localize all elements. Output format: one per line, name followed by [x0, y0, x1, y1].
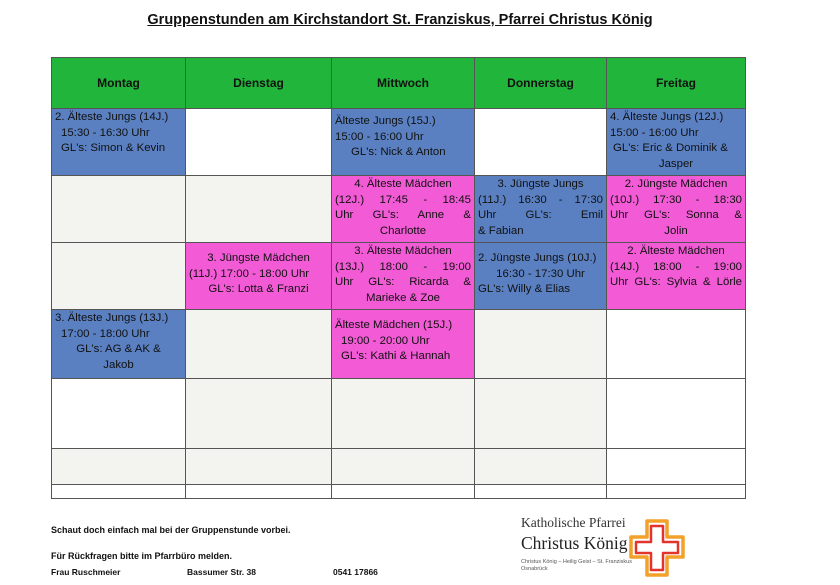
group-cell: 3. Älteste Mädchen (13J.) 18:00 - 19:00 Uhr GL's: Ricarda & Marieke & Zoe: [332, 243, 475, 310]
empty-cell: [607, 310, 746, 379]
table-row: [52, 310, 746, 379]
cross-icon: [627, 517, 687, 579]
logo-line-1: Katholische Pfarrei: [521, 515, 626, 530]
group-cell: 2. Älteste Jungs (14J.) 15:30 - 16:30 Uhr GL's: Simon & Kevin: [52, 109, 186, 176]
empty-cell: [475, 310, 607, 379]
day-header-donnerstag: Donnerstag: [475, 58, 607, 109]
table-row: [52, 485, 746, 499]
parish-logo: [521, 515, 821, 581]
group-cell: 3. Älteste Jungs (13J.) 17:00 - 18:00 Uhr GL's: AG & AK & Jakob: [52, 310, 186, 379]
table-row: [52, 379, 746, 449]
logo-line-3: Christus König – Heilig Geist – St. Franziskus Osnabrück: [521, 559, 632, 572]
empty-cell: [186, 109, 332, 176]
group-cell: 4. Älteste Jungs (12J.) 15:00 - 16:00 Uhr GL's: Eric & Dominik & Jasper: [607, 109, 746, 176]
contact-address: Bassumer Str. 38: [187, 567, 256, 577]
empty-cell: [607, 485, 746, 499]
schedule-table: [51, 57, 746, 499]
footer-contact-note: Für Rückfragen bitte im Pfarrbüro melden.: [51, 551, 233, 561]
empty-cell: [475, 379, 607, 449]
empty-cell: [186, 485, 332, 499]
group-cell: 2. Jüngste Mädchen (10J.) 17:30 - 18:30 Uhr GL's: Sonna & Jolin: [607, 176, 746, 243]
empty-cell: [186, 379, 332, 449]
empty-cell: [186, 310, 332, 379]
empty-cell: [52, 243, 186, 310]
footer-invite: Schaut doch einfach mal bei der Gruppenstunde vorbei.: [51, 525, 291, 535]
empty-cell: [475, 109, 607, 176]
empty-cell: [186, 176, 332, 243]
group-cell: 2. Älteste Mädchen (14J.) 18:00 - 19:00 Uhr GL's: Sylvia & Lörle: [607, 243, 746, 310]
empty-cell: [52, 379, 186, 449]
empty-cell: [332, 449, 475, 485]
empty-cell: [607, 379, 746, 449]
day-header-mittwoch: Mittwoch: [332, 58, 475, 109]
contact-name: Frau Ruschmeier: [51, 567, 121, 577]
group-cell: 4. Älteste Mädchen (12J.) 17:45 - 18:45 Uhr GL's: Anne & Charlotte: [332, 176, 475, 243]
group-cell: Älteste Jungs (15J.) 15:00 - 16:00 Uhr GL's: Nick & Anton: [332, 109, 475, 176]
page-title: Gruppenstunden am Kirchstandort St. Franziskus, Pfarrei Christus König: [147, 12, 653, 28]
empty-cell: [332, 379, 475, 449]
empty-cell: [52, 485, 186, 499]
empty-cell: [186, 449, 332, 485]
table-row: [52, 176, 746, 243]
empty-cell: [52, 176, 186, 243]
day-header-dienstag: Dienstag: [186, 58, 332, 109]
table-row: [52, 243, 746, 310]
empty-cell: [52, 449, 186, 485]
empty-cell: [607, 449, 746, 485]
group-cell: 2. Jüngste Jungs (10J.) 16:30 - 17:30 Uhr GL's: Willy & Elias: [475, 243, 607, 310]
day-header-montag: Montag: [52, 58, 186, 109]
empty-cell: [475, 449, 607, 485]
header-row: [52, 58, 746, 109]
empty-cell: [475, 485, 607, 499]
contact-phone: 0541 17866: [333, 567, 378, 577]
table-row: [52, 449, 746, 485]
group-cell: Älteste Mädchen (15J.) 19:00 - 20:00 Uhr GL's: Kathi & Hannah: [332, 310, 475, 379]
group-cell: 3. Jüngste Jungs (11J.) 16:30 - 17:30 Uhr GL's: Emil & Fabian: [475, 176, 607, 243]
group-cell: 3. Jüngste Mädchen (11J.) 17:00 - 18:00 Uhr GL's: Lotta & Franzi: [186, 243, 332, 310]
day-header-freitag: Freitag: [607, 58, 746, 109]
empty-cell: [332, 485, 475, 499]
table-row: [52, 109, 746, 176]
logo-line-2: Christus König: [521, 533, 628, 553]
